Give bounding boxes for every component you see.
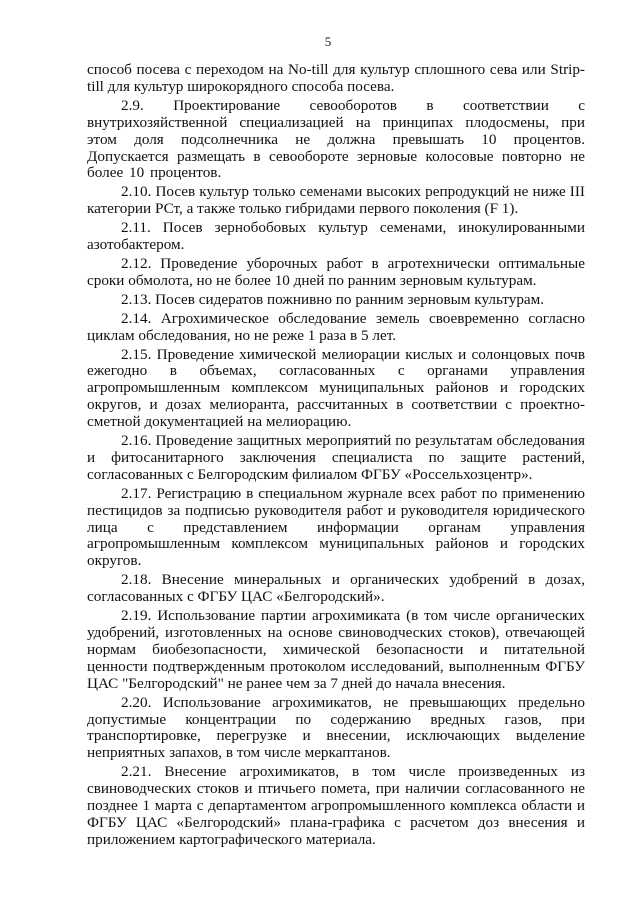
- paragraph-2-16: 2.16. Проведение защитных мероприятий по результатам обследования и фитосанитарного заключения специалиста по защите растений, согласованных с Белгородским филиалом ФГБУ «Россельхозцентр».: [87, 432, 585, 483]
- paragraph-2-19: 2.19. Использование партии агрохимиката (в том числе органических удобрений, изготовленных на основе свиноводческих стоков), отвечающей нормам биобезопасности, химической безопасности и питательной ценности подтвержденным протоколом исследований, выполненным ФГБУ ЦАС "Белгородский" не ранее чем за 7 дней до начала внесения.: [87, 607, 585, 692]
- paragraph-2-10: 2.10. Посев культур только семенами высоких репродукций не ниже III категории РСт, а также только гибридами первого поколения (F 1).: [87, 183, 585, 218]
- paragraph-2-13: 2.13. Посев сидератов пожнивно по ранним зерновым культурам.: [121, 290, 545, 308]
- paragraph-continuation: способ посева с переходом на No-till для культур сплошного сева или Strip-till для культур широкорядного способа посева.: [87, 61, 585, 95]
- paragraph-2-14: 2.14. Агрохимическое обследование земель своевременно согласно циклам обследования, но не реже 1 раза в 5 лет.: [87, 309, 585, 344]
- paragraph-2-21: 2.21. Внесение агрохимикатов, в том числе произведенных из свиноводческих стоков и птичьего помета, при наличии согласованного не позднее 1 марта с департаментом агропромышленного комплекса области и ФГБУ ЦАС «Белгородский» плана-графика с расчетом доз внесения и приложением картографического материала.: [87, 763, 585, 848]
- paragraph-2-20: 2.20. Использование агрохимикатов, не превышающих предельно допустимые концентрации по содержанию вредных газов, при транспортировке, перегрузке и внесении, исключающих выделение неприятных запахов, в том числе меркаптанов.: [87, 693, 585, 762]
- document-body: [87, 62, 585, 851]
- paragraph-2-11: 2.11. Посев зернобобовых культур семенами, инокулированными азотобактером.: [87, 219, 585, 254]
- page-number: 5: [324, 34, 332, 49]
- paragraph-2-18: 2.18. Внесение минеральных и органических удобрений в дозах, согласованных с ФГБУ ЦАС «Белгородский».: [87, 571, 585, 606]
- paragraph-2-9: 2.9. Проектирование севооборотов в соответствии с внутрихозяйственной специализацией на принципах плодосмены, при этом доля подсолнечника не должна превышать 10 процентов. Допускается размещать в севообороте зерновые колосовые повторно не более 10 процентов.: [87, 96, 585, 182]
- paragraph-2-12: 2.12. Проведение уборочных работ в агротехнически оптимальные сроки обмолота, но не более 10 дней по ранним зерновым культурам.: [87, 254, 585, 289]
- paragraph-2-17: 2.17. Регистрацию в специальном журнале всех работ по применению пестицидов за подписью руководителя работ и руководителя юридического лица с представлением информации органам управления агропромышленным комплексом муниципальных районов и городских округов.: [87, 484, 585, 570]
- paragraph-2-15: 2.15. Проведение химической мелиорации кислых и солонцовых почв ежегодно в объемах, согласованных с органами управления агропромышленным комплексом муниципальных районов и городских округов, и дозах мелиоранта, рассчитанных в соответствии с проектно-сметной документацией на мелиорацию.: [87, 345, 585, 431]
